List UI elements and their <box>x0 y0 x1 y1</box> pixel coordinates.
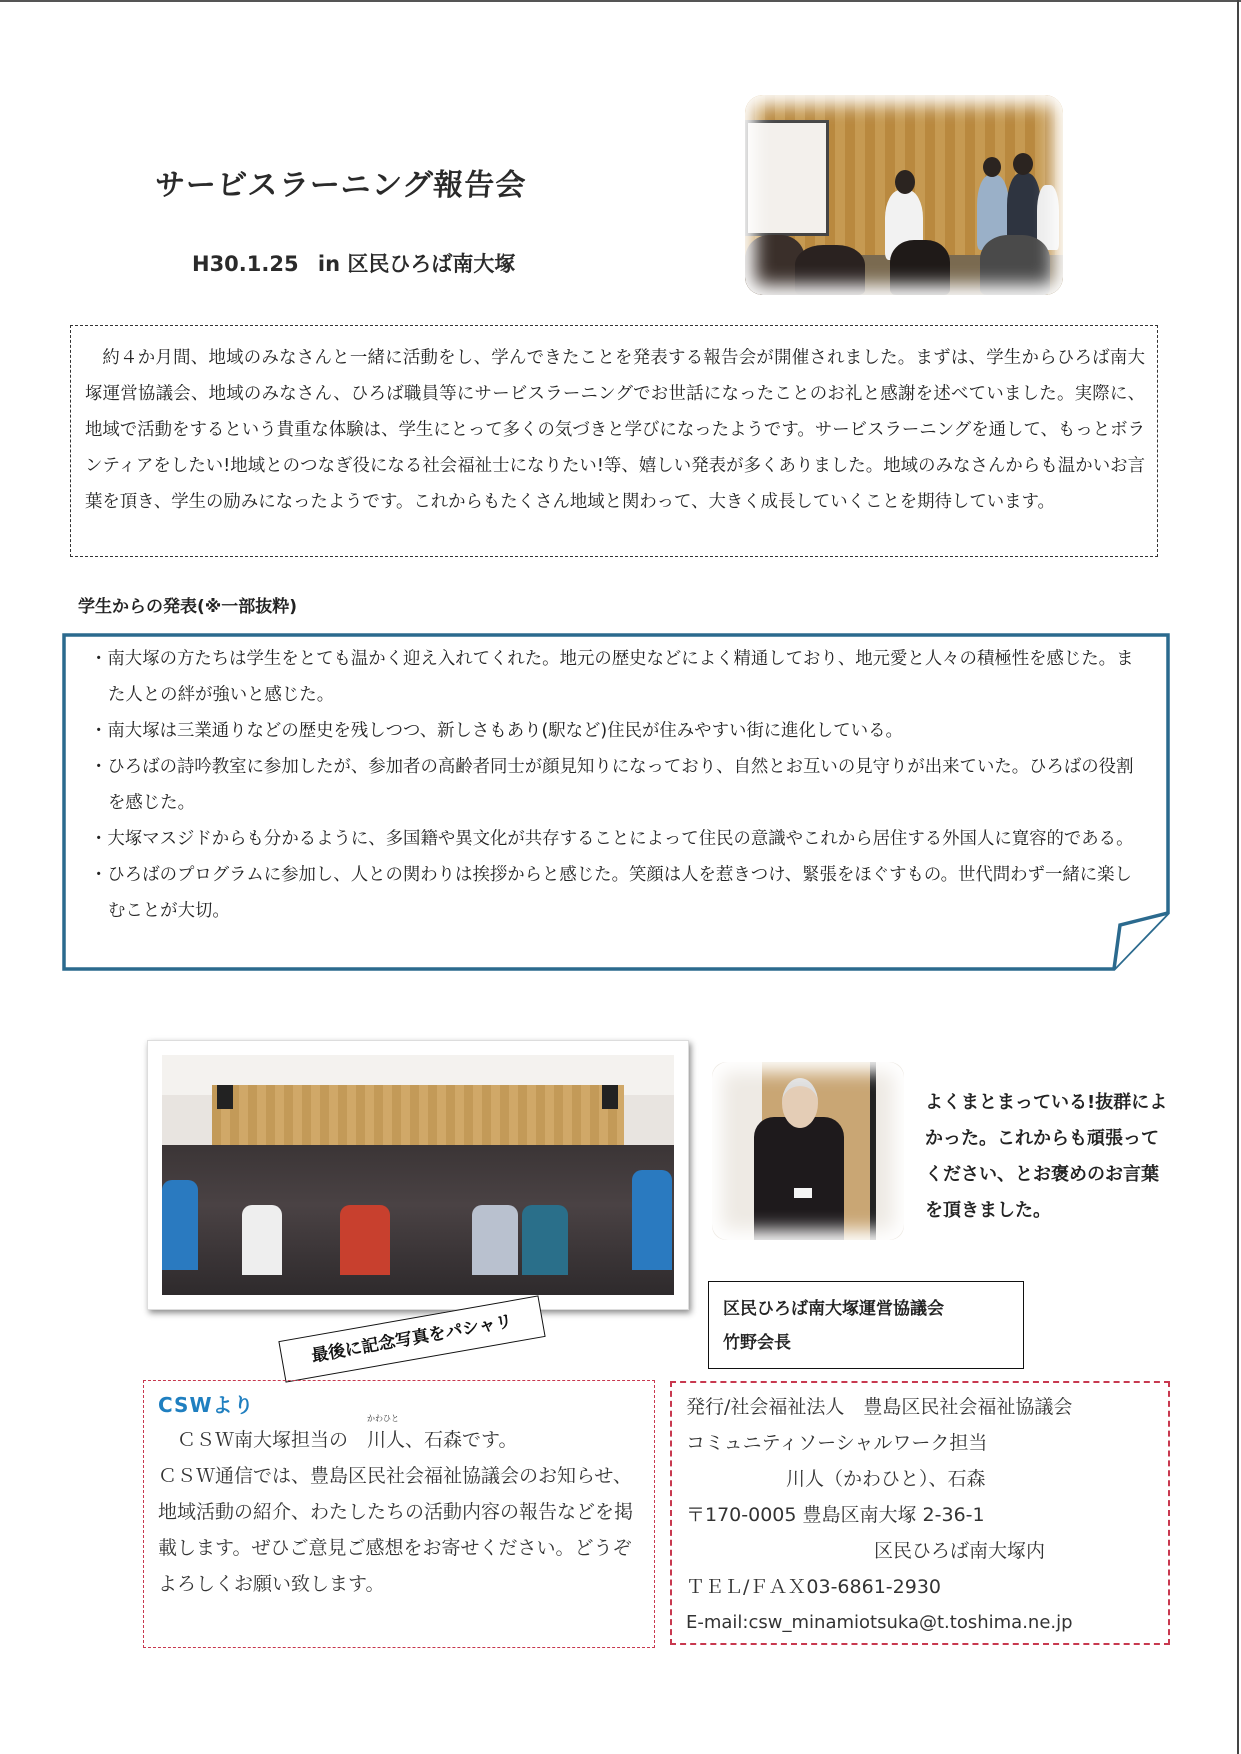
csw-intro-after: 、石森です。 <box>405 1429 518 1451</box>
publisher-line: 発行/社会福祉法人 豊島区民社会福祉協議会 <box>686 1396 1073 1418</box>
group-photo-frame <box>147 1040 689 1310</box>
csw-intro-line <box>158 1414 640 1458</box>
csw-intro-before: ＣＳＷ南大塚担当の <box>177 1429 349 1451</box>
comment-item: ・ 南大塚の方たちは学生をとても温かく迎え入れてくれた。地元の歴史などによく精通しており、地元愛と人々の積極性を感じた。また人との絆が強いと感じた。 <box>94 641 1144 713</box>
csw-body-text: ＣＳＷ通信では、豊島区民社会福祉協議会のお知らせ、地域活動の紹介、わたしたちの活動内容の報告などを掲載します。ぜひご意見ご感想をお寄せください。どうぞよろしくお願い致します。 <box>158 1465 634 1595</box>
chairman-caption-box <box>708 1281 1024 1369</box>
csw-heading: CSWより <box>158 1393 255 1417</box>
staff-name-with-ruby <box>348 1414 406 1458</box>
person-teal-jacket <box>522 1205 568 1275</box>
page-edge-right <box>1237 0 1239 1754</box>
page-title: サービスラーニング報告会 <box>153 168 528 203</box>
tel-fax-line: ＴＥＬ/ＦＡＸ03-6861-2930 <box>686 1576 941 1598</box>
photo-vignette <box>745 95 1063 295</box>
intro-text: 約４か月間、地域のみなさんと一緒に活動をし、学んできたことを発表する報告会が開催されました。まずは、学生からひろば南大塚運営協議会、地域のみなさん、ひろば職員等にサービスラーニングでお世話になったことのお礼と感謝を述べていました。実際に、地域で活動をするという貴重な体験は、学生にとって多くの気づきと学びになったようです。サービスラーニングを通して、もっとボランティアをしたい!地域とのつなぎ役になる社会福祉士になりたい!等、嬉しい発表が多くありました。地域のみなさんからも温かいお言葉を頂き、学生の励みになったようです。これからもたくさん地域と関わって、大きく成長していくことを期待しています。 <box>85 348 1145 512</box>
praise-text: よくまとまっている!抜群によかった。これからも頑張ってください、とお褒めのお言葉を頂きました。 <box>925 1092 1168 1221</box>
speaker-icon <box>602 1085 618 1109</box>
staff-name: 川人 <box>367 1429 406 1451</box>
comment-item: ・ ひろばの詩吟教室に参加したが、参加者の高齢者同士が顔見知りになっており、自然とお互いの見守りが出来ていた。ひろばの役割を感じた。 <box>94 749 1144 821</box>
staff-line: 川人（かわひと）、石森 <box>786 1468 986 1490</box>
student-comments-box <box>62 633 1170 973</box>
publisher-info-box <box>670 1381 1170 1645</box>
ruby-reading: かわひと <box>367 1414 400 1423</box>
chairman-photo <box>712 1062 904 1240</box>
person-grey-sweater <box>472 1205 518 1275</box>
chairman-name: 竹野会長 <box>723 1333 791 1353</box>
comment-item: ・ ひろばのプログラムに参加し、人との関わりは挨拶からと感じた。笑顔は人を惹きつけ、緊張をほぐすもの。世代問わず一緒に楽しむことが大切。 <box>94 857 1144 929</box>
person-blue-jacket <box>632 1170 672 1270</box>
speaker-icon <box>217 1085 233 1109</box>
comment-item: ・ 大塚マスジドからも分かるように、多国籍や異文化が共存することによって住民の意識やこれから居住する外国人に寛容的である。 <box>94 821 1144 857</box>
address-building-line: 区民ひろば南大塚内 <box>874 1540 1046 1562</box>
csw-message-box <box>143 1380 655 1648</box>
group-photo-caption: 最後に記念写真をパシャリ <box>278 1295 545 1382</box>
photo-vignette <box>712 1062 904 1240</box>
event-venue: 区民ひろば南大塚 <box>347 252 516 276</box>
address-line: 〒170-0005 豊島区南大塚 2-36-1 <box>686 1504 985 1526</box>
group-photo <box>162 1055 674 1295</box>
person-blue-jacket <box>162 1180 198 1270</box>
email-link[interactable]: E-mail:csw_minamiotsuka@t.toshima.ne.jp <box>686 1612 1073 1633</box>
person-red-jacket <box>340 1205 390 1275</box>
department-line: コミュニティソーシャルワーク担当 <box>686 1432 988 1454</box>
student-comments-list <box>94 641 1144 929</box>
event-date: H30.1.25 <box>192 252 299 276</box>
event-subtitle <box>192 248 515 278</box>
person-white-sweater <box>242 1205 282 1275</box>
chairman-organization: 区民ひろば南大塚運営協議会 <box>723 1299 944 1319</box>
csw-body <box>158 1414 640 1602</box>
group-people <box>162 1145 674 1295</box>
intro-box <box>70 325 1158 557</box>
comment-item: ・ 南大塚は三業通りなどの歴史を残しつつ、新しさもあり(駅など)住民が住みやすい街に進化している。 <box>94 713 1144 749</box>
page-edge-top <box>0 0 1241 2</box>
venue-prefix: in <box>317 252 341 276</box>
student-comments-label: 学生からの発表(※一部抜粋) <box>78 597 298 617</box>
presentation-photo <box>745 95 1063 295</box>
